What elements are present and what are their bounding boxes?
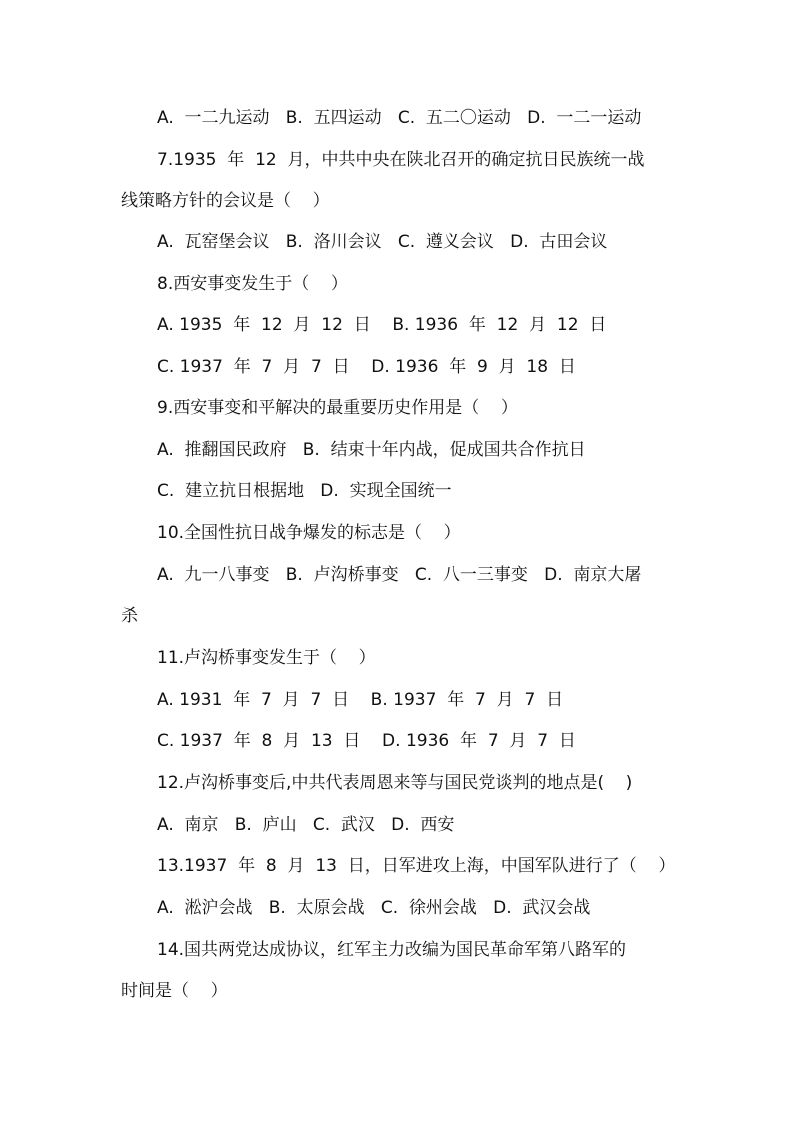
q8-options-ab: A. 1935 年 12 月 12 日 B. 1936 年 12 月 12 日 bbox=[157, 315, 607, 335]
q9-options-ab: A. 推翻国民政府 B. 结束十年内战，促成国共合作抗日 bbox=[157, 440, 586, 460]
q8-question: 8.西安事变发生于（ ） bbox=[157, 274, 348, 294]
q13-options: A. 淞沪会战 B. 太原会战 C. 徐州会战 D. 武汉会战 bbox=[157, 898, 591, 918]
q12-question: 12.卢沟桥事变后,中共代表周恩来等与国民党谈判的地点是( ) bbox=[157, 773, 633, 793]
q14-question-line2: 时间是（ ） bbox=[121, 981, 228, 1001]
q14-question-line1: 14.国共两党达成协议，红军主力改编为国民革命军第八路军的 bbox=[157, 940, 627, 960]
q8-options-cd: C. 1937 年 7 月 7 日 D. 1936 年 9 月 18 日 bbox=[157, 357, 576, 377]
q6-options: A. 一二九运动 B. 五四运动 C. 五二〇运动 D. 一二一运动 bbox=[157, 108, 642, 128]
q9-options-cd: C. 建立抗日根据地 D. 实现全国统一 bbox=[157, 481, 452, 501]
q12-options: A. 南京 B. 庐山 C. 武汉 D. 西安 bbox=[157, 815, 455, 835]
q10-options: A. 九一八事变 B. 卢沟桥事变 C. 八一三事变 D. 南京大屠 bbox=[157, 565, 642, 585]
q11-options-ab: A. 1931 年 7 月 7 日 B. 1937 年 7 月 7 日 bbox=[157, 690, 564, 710]
q13-question: 13.1937 年 8 月 13 日，日军进攻上海，中国军队进行了（ ） bbox=[157, 856, 676, 876]
q10-question: 10.全国性抗日战争爆发的标志是（ ） bbox=[157, 523, 461, 543]
q7-question-line2: 线策略方针的会议是（ ） bbox=[121, 191, 330, 211]
q10-options-wrap: 杀 bbox=[121, 606, 138, 626]
q11-options-cd: C. 1937 年 8 月 13 日 D. 1936 年 7 月 7 日 bbox=[157, 731, 576, 751]
q7-question-line1: 7.1935 年 12 月，中共中央在陕北召开的确定抗日民族统一战 bbox=[157, 150, 645, 170]
q7-options: A. 瓦窑堡会议 B. 洛川会议 C. 遵义会议 D. 古田会议 bbox=[157, 232, 608, 252]
q9-question: 9.西安事变和平解决的最重要历史作用是（ ） bbox=[157, 398, 518, 418]
q11-question: 11.卢沟桥事变发生于（ ） bbox=[157, 648, 376, 668]
